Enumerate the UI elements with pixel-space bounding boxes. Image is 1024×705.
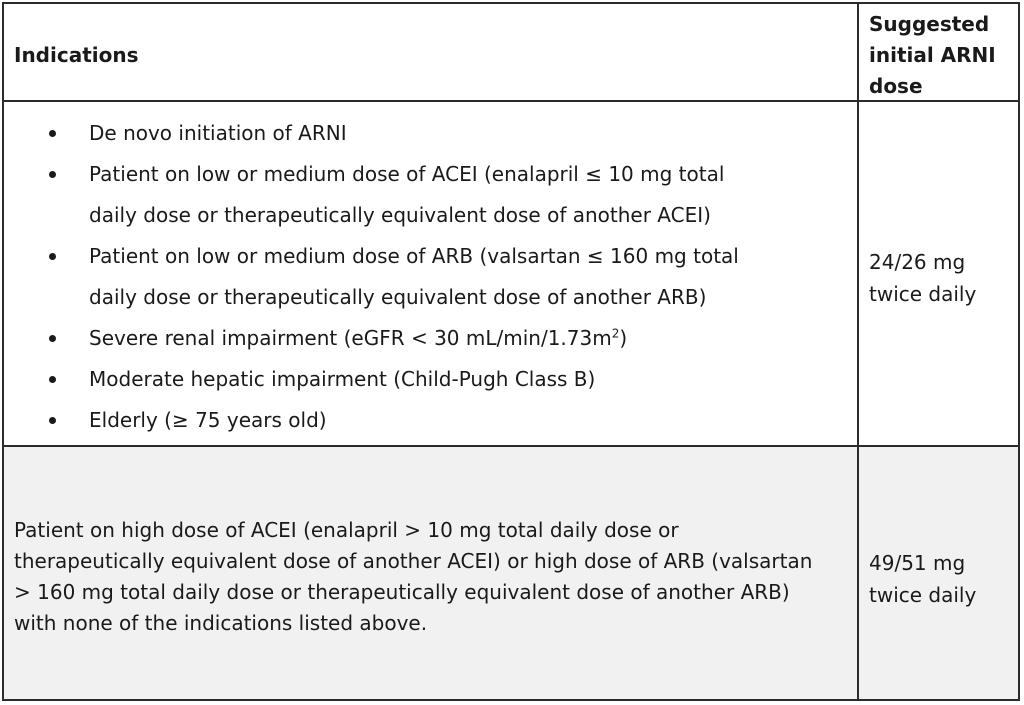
list-item [4, 318, 749, 359]
row-2-dose-line-1: 49/51 mg [869, 551, 966, 575]
bullet-icon [49, 376, 56, 383]
bullet-icon [49, 253, 56, 260]
bullet-icon [49, 130, 56, 137]
list-item [4, 236, 749, 318]
header-indications: Indications [14, 43, 139, 67]
list-item-text-end: ) [619, 326, 628, 350]
list-item [4, 400, 749, 441]
list-item-text: Patient on low or medium dose of ACEI (enalapril ≤ 10 mg total daily dose or therapeutically equivalent dose of another ACEI) [89, 162, 725, 227]
bullet-icon [49, 171, 56, 178]
list-item [4, 154, 749, 236]
header-suggested-dose [869, 9, 1017, 102]
row-2-line-4: with none of the indications listed above. [14, 611, 428, 635]
list-item [4, 113, 749, 154]
row-2-dose [869, 547, 1017, 611]
row-2-indication [14, 515, 859, 639]
list-item [4, 359, 749, 400]
header-dose-line-3: dose [869, 74, 923, 98]
list-item-text: Elderly (≥ 75 years old) [89, 408, 327, 432]
list-item-text: Patient on low or medium dose of ARB (valsartan ≤ 160 mg total daily dose or therapeutically equivalent dose of another ARB) [89, 244, 739, 309]
row-1-dose [869, 246, 1017, 310]
header-dose-line-1: Suggested [869, 12, 990, 36]
list-item-text: Moderate hepatic impairment (Child-Pugh Class B) [89, 367, 596, 391]
header-dose-line-2: initial ARNI [869, 43, 996, 67]
bullet-icon [49, 417, 56, 424]
list-item-text: Severe renal impairment (eGFR < 30 mL/min/1.73m [89, 326, 612, 350]
bullet-icon [49, 335, 56, 342]
row-1-divider [4, 445, 1018, 447]
row-2-line-1: Patient on high dose of ACEI (enalapril > 10 mg total daily dose or [14, 518, 679, 542]
row-1-dose-line-1: 24/26 mg [869, 250, 966, 274]
row-2-line-2: therapeutically equivalent dose of another ACEI) or high dose of ARB (valsartan [14, 549, 813, 573]
superscript: 2 [611, 326, 620, 341]
row-1-dose-line-2: twice daily [869, 282, 977, 306]
row-2-line-3: > 160 mg total daily dose or therapeutically equivalent dose of another ARB) [14, 580, 790, 604]
dose-table [2, 2, 1020, 701]
header-row-divider [4, 100, 1018, 102]
row-2-dose-line-2: twice daily [869, 583, 977, 607]
list-item-text: De novo initiation of ARNI [89, 121, 347, 145]
indications-list [4, 113, 749, 441]
